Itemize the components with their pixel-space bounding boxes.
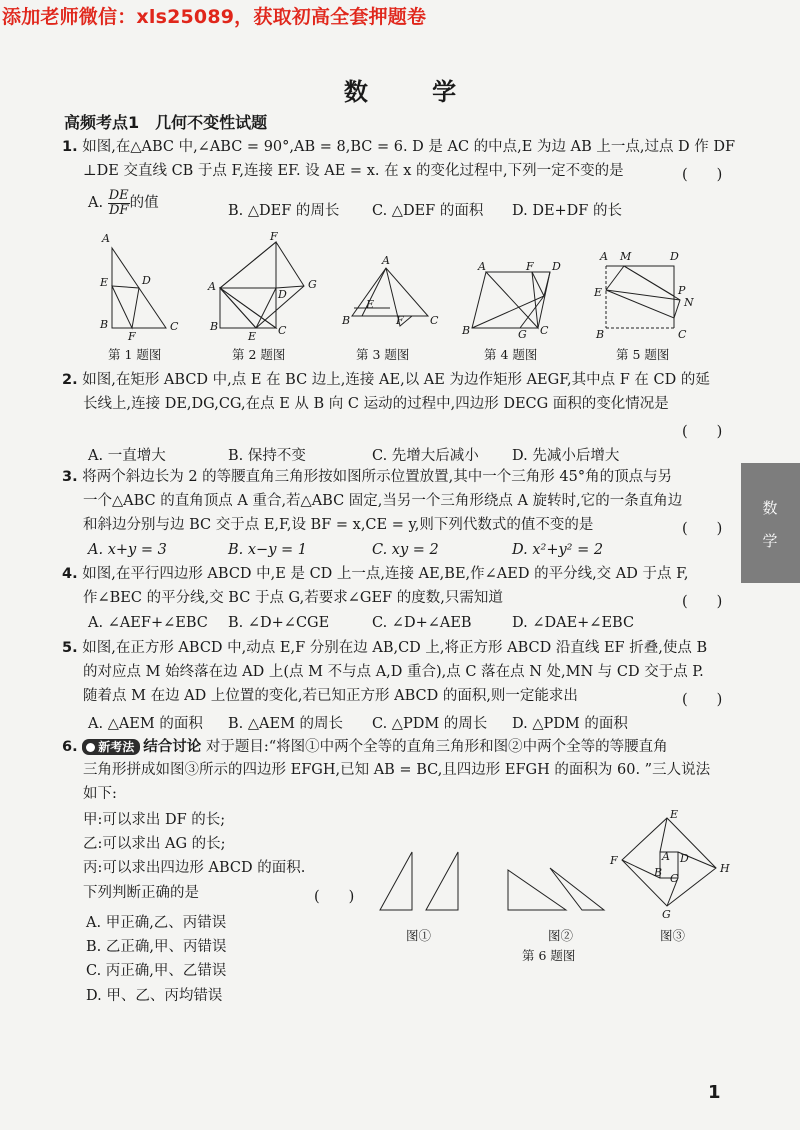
figure-4-caption: 第 4 题图 xyxy=(484,347,538,362)
q5-option-d: D. △PDM 的面积 xyxy=(512,716,628,732)
q4-option-c: C. ∠D+∠AEB xyxy=(372,615,472,631)
q3-option-b: B. x−y = 1 xyxy=(228,542,307,558)
svg-text:A: A xyxy=(600,250,608,263)
svg-text:A: A xyxy=(662,850,670,863)
svg-text:G: G xyxy=(518,328,527,341)
q2-line-1: 2. 如图,在矩形 ABCD 中,点 E 在 BC 边上,连接 AE,以 AE 为边作矩形 AEGF,其中点 F 在 CD 的延 xyxy=(62,372,710,388)
figure-3-diagram xyxy=(352,268,428,326)
q5-answer-paren: ( ) xyxy=(682,692,723,708)
svg-text:E: E xyxy=(670,810,679,821)
svg-text:M: M xyxy=(620,250,632,263)
q5-option-c: C. △PDM 的周长 xyxy=(372,716,488,732)
side-tab-char-2: 学 xyxy=(762,532,778,550)
q6-bing: 丙:可以求出四边形 ABCD 的面积. xyxy=(83,860,306,876)
q4-option-b: B. ∠D+∠CGE xyxy=(228,615,330,631)
q1-answer-paren: ( ) xyxy=(682,167,723,183)
svg-text:E: E xyxy=(366,298,375,311)
svg-text:B: B xyxy=(342,314,351,327)
q6-line-3: 如下: xyxy=(83,786,117,802)
new-method-tag: 新考法 xyxy=(82,739,140,755)
fig6-2-triangle-b xyxy=(550,868,604,910)
svg-text:D: D xyxy=(552,260,561,273)
q1-option-a: A. $\frac{DE}{DF}$ 的值 xyxy=(88,188,159,218)
q2-option-c: C. 先增大后减小 xyxy=(372,448,479,464)
q6-figure-2-caption: 图② xyxy=(548,928,574,943)
svg-text:B: B xyxy=(654,866,663,879)
q1-option-d: D. DE+DF 的长 xyxy=(512,203,622,219)
fig6-1-triangle-a xyxy=(380,852,412,910)
figures-row xyxy=(90,230,710,345)
figure-5-caption: 第 5 题图 xyxy=(616,347,670,362)
fig6-1-triangle-b xyxy=(426,852,458,910)
q2-option-a: A. 一直增大 xyxy=(88,448,166,464)
page-title: 数 学 xyxy=(343,78,485,106)
q4-option-d: D. ∠DAE+∠EBC xyxy=(512,615,635,631)
svg-text:A: A xyxy=(208,280,216,293)
q3-line-3: 和斜边分别与边 BC 交于点 E,F,设 BF = x,CE = y,则下列代数式的值不变的是 xyxy=(83,517,594,533)
q5-line-3: 随着点 M 在边 AD 上位置的变化,若已知正方形 ABCD 的面积,则一定能求出 xyxy=(83,688,578,704)
page-number: 1 xyxy=(708,1082,721,1103)
q5-option-a: A. △AEM 的面积 xyxy=(88,716,203,732)
q6-yi: 乙:可以求出 AG 的长; xyxy=(83,836,226,852)
svg-text:C: C xyxy=(430,314,439,327)
figure-2-diagram xyxy=(220,242,304,328)
q3-answer-paren: ( ) xyxy=(682,521,723,537)
figure-5-diagram xyxy=(606,266,680,328)
figure-1-diagram xyxy=(112,248,166,328)
figure-2-caption: 第 2 题图 xyxy=(232,347,286,362)
svg-text:F: F xyxy=(526,260,534,273)
fraction: $\frac{DE}{DF}$ xyxy=(108,188,129,218)
fig6-2-triangle-a xyxy=(508,870,566,910)
svg-text:C: C xyxy=(540,324,549,337)
svg-text:F: F xyxy=(128,330,136,343)
svg-text:D: D xyxy=(278,288,287,301)
q4-answer-paren: ( ) xyxy=(682,594,723,610)
svg-text:P: P xyxy=(678,284,686,297)
svg-text:B: B xyxy=(596,328,605,341)
svg-text:D: D xyxy=(142,274,151,287)
q1-line-2: ⊥DE 交直线 CB 于点 F,连接 EF. 设 AE = x. 在 x 的变化过程中,下列一定不变的是 xyxy=(83,163,624,179)
q5-option-b: B. △AEM 的周长 xyxy=(228,716,344,732)
q6-option-b: B. 乙正确,甲、丙错误 xyxy=(86,939,227,955)
svg-text:C: C xyxy=(278,324,287,337)
subject-side-tab xyxy=(741,463,800,583)
q6-ask: 下列判断正确的是 xyxy=(83,885,199,901)
q6-option-a: A. 甲正确,乙、丙错误 xyxy=(86,915,227,931)
q5-line-2: 的对应点 M 始终落在边 AD 上(点 M 不与点 A,D 重合),点 C 落在点 N 处,MN 与 CD 交于点 P. xyxy=(83,664,704,680)
q6-answer-paren: ( ) xyxy=(314,889,355,905)
promo-banner: 添加老师微信：xls25089，获取初高全套押题卷 xyxy=(2,6,427,28)
section-heading: 高频考点1 几何不变性试题 xyxy=(64,113,268,132)
svg-text:G: G xyxy=(662,908,671,921)
q6-figure-3-caption: 图③ xyxy=(660,928,686,943)
svg-text:C: C xyxy=(670,872,679,885)
svg-text:C: C xyxy=(678,328,687,341)
q3-line-2: 一个△ABC 的直角顶点 A 重合,若△ABC 固定,当另一个三角形绕点 A 旋转时,它的一条直角边 xyxy=(83,493,683,509)
q3-line-1: 3. 将两个斜边长为 2 的等腰直角三角形按如图所示位置放置,其中一个三角形 45°角的顶点与另 xyxy=(62,469,673,485)
q6-jia: 甲:可以求出 DF 的长; xyxy=(83,812,226,828)
q2-line-2: 长线上,连接 DE,DG,CG,在点 E 从 B 向 C 运动的过程中,四边形 DECG 面积的变化情况是 xyxy=(83,396,669,412)
q6-figures xyxy=(370,810,740,930)
svg-text:H: H xyxy=(720,862,730,875)
q3-option-d: D. x²+y² = 2 xyxy=(512,542,604,558)
svg-text:F: F xyxy=(610,854,618,867)
q1-line-1: 1. 如图,在△ABC 中,∠ABC = 90°,AB = 8,BC = 6. D 是 AC 的中点,E 为边 AB 上一点,过点 D 作 DF xyxy=(62,139,736,155)
q4-option-a: A. ∠AEF+∠EBC xyxy=(88,615,208,631)
svg-text:E: E xyxy=(100,276,109,289)
svg-text:N: N xyxy=(684,296,694,309)
q2-answer-paren: ( ) xyxy=(682,424,723,440)
figure-4-diagram xyxy=(472,272,550,328)
q6-line-1: 6. 新考法 结合讨论 对于题目:“将图①中两个全等的直角三角形和图②中两个全等的等腰直角 xyxy=(62,738,668,755)
q2-option-d: D. 先减小后增大 xyxy=(512,448,620,464)
svg-text:E: E xyxy=(594,286,603,299)
q6-figure-1-caption: 图① xyxy=(406,928,432,943)
svg-text:D: D xyxy=(680,852,689,865)
svg-text:A: A xyxy=(102,232,110,245)
svg-text:A: A xyxy=(382,254,390,267)
q6-option-c: C. 丙正确,甲、乙错误 xyxy=(86,963,227,979)
q3-option-a: A. x+y = 3 xyxy=(88,542,167,558)
figure-3-caption: 第 3 题图 xyxy=(356,347,410,362)
svg-text:F: F xyxy=(396,314,404,327)
side-tab-char-1: 数 xyxy=(762,499,778,517)
q5-line-1: 5. 如图,在正方形 ABCD 中,动点 E,F 分别在边 AB,CD 上,将正方形 ABCD 沿直线 EF 折叠,使点 B xyxy=(62,640,708,656)
svg-text:G: G xyxy=(308,278,317,291)
q6-figure-caption: 第 6 题图 xyxy=(522,948,576,963)
figure-1-caption: 第 1 题图 xyxy=(108,347,162,362)
svg-text:A: A xyxy=(478,260,486,273)
svg-text:B: B xyxy=(462,324,471,337)
svg-text:B: B xyxy=(100,318,109,331)
q1-option-c: C. △DEF 的面积 xyxy=(372,203,484,219)
q4-line-1: 4. 如图,在平行四边形 ABCD 中,E 是 CD 上一点,连接 AE,BE,作∠AED 的平分线,交 AD 于点 F, xyxy=(62,566,689,582)
q2-option-b: B. 保持不变 xyxy=(228,448,306,464)
svg-text:F: F xyxy=(270,230,278,243)
q6-option-d: D. 甲、乙、丙均错误 xyxy=(86,988,223,1004)
q1-option-b: B. △DEF 的周长 xyxy=(228,203,340,219)
q3-option-c: C. xy = 2 xyxy=(372,542,439,558)
tag-icon xyxy=(86,743,95,752)
q6-line-2: 三角形拼成如图③所示的四边形 EFGH,已知 AB = BC,且四边形 EFGH 的面积为 60. ”三人说法 xyxy=(83,762,711,778)
svg-text:C: C xyxy=(170,320,179,333)
q4-line-2: 作∠BEC 的平分线,交 BC 于点 G,若要求∠GEF 的度数,只需知道 xyxy=(83,590,503,606)
svg-text:B: B xyxy=(210,320,219,333)
svg-text:E: E xyxy=(248,330,257,343)
svg-text:D: D xyxy=(670,250,679,263)
